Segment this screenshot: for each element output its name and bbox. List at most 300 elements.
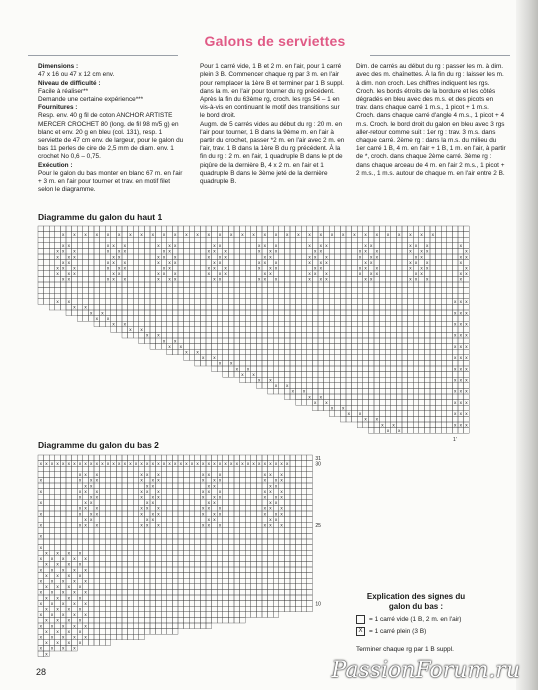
diagram-top-cell [44, 271, 50, 277]
diagram-bottom-cell [77, 601, 83, 607]
diagram-bottom-cell [178, 472, 184, 478]
diagram-top-cell [200, 327, 206, 333]
diagram-bottom-cell [268, 567, 274, 573]
diagram-bottom-stitch-mark: x [90, 512, 93, 518]
diagram-bottom-stitch-mark: x [213, 461, 216, 467]
diagram-top-cell [122, 254, 128, 260]
diagram-top-cell [290, 377, 296, 383]
diagram-top-cell [413, 304, 419, 310]
diagram-top-cell [156, 237, 162, 243]
diagram-top-cell [363, 327, 369, 333]
diagram-top-cell [200, 265, 206, 271]
diagram-top-cell [189, 338, 195, 344]
diagram-bottom-cell [284, 466, 290, 472]
diagram-top-cell [352, 260, 358, 266]
diagram-bottom-cell [55, 539, 61, 545]
diagram-top-stitch-mark: x [106, 249, 110, 255]
diagram-bottom-cell [212, 578, 218, 584]
diagram-bottom-cell [284, 494, 290, 500]
diagram-top-cell [368, 405, 374, 411]
diagram-bottom-cell [184, 505, 190, 511]
diagram-bottom-cell [72, 500, 78, 506]
diagram-top-stitch-mark: x [62, 260, 65, 266]
diagram-top-cell [447, 344, 453, 350]
diagram-top-cell [122, 293, 128, 299]
diagram-top-cell [184, 271, 190, 277]
diagram-top-cell [464, 338, 470, 344]
diagram-bottom-cell [200, 528, 206, 534]
diagram-top-cell [357, 243, 363, 249]
diagram-bottom-cell [116, 477, 122, 483]
diagram-bottom-cell [161, 623, 167, 629]
diagram-bottom-cell [228, 517, 234, 523]
diagram-top-stitch-mark: x [118, 266, 121, 272]
diagram-top-cell [318, 344, 324, 350]
diagram-bottom-cell [88, 489, 94, 495]
diagram-bottom-cell [161, 589, 167, 595]
diagram-bottom-cell [240, 472, 246, 478]
diagram-bottom-cell [245, 483, 251, 489]
diagram-top-cell [441, 383, 447, 389]
diagram-bottom-cell [206, 612, 212, 618]
diagram-top-cell [436, 299, 442, 305]
diagram-bottom-cell [189, 455, 195, 461]
diagram-bottom-cell [167, 561, 173, 567]
diagram-bottom-cell [284, 500, 290, 506]
diagram-top-cell [268, 282, 274, 288]
diagram-top-cell [374, 394, 380, 400]
diagram-bottom-cell [133, 505, 139, 511]
diagram-top-cell [441, 304, 447, 310]
diagram-top-cell [139, 332, 145, 338]
diagram-bottom-cell [44, 634, 50, 640]
diagram-top-cell [100, 260, 106, 266]
diagram-bottom-stitch-mark: x [73, 579, 76, 585]
legend-empty-label: = 1 carré vide (1 B, 2 m. en l'air) [369, 616, 462, 623]
diagram-top-cell [83, 299, 89, 305]
diagram-top-stitch-mark: x [224, 272, 227, 278]
diagram-top-cell [223, 338, 229, 344]
diagram-top-cell [301, 321, 307, 327]
diagram-top-cell [380, 338, 386, 344]
diagram-top-cell [329, 372, 335, 378]
diagram-bottom-cell [212, 533, 218, 539]
diagram-top-cell [324, 321, 330, 327]
diagram-bottom-cell [184, 489, 190, 495]
diagram-top-cell [200, 310, 206, 316]
diagram-bottom-cell [223, 505, 229, 511]
diagram-bottom-stitch-mark: x [39, 557, 42, 563]
diagram-top-stitch-mark: x [202, 356, 205, 362]
diagram-top-cell [44, 260, 50, 266]
diagram-bottom-cell [128, 522, 134, 528]
diagram-top-cell [223, 327, 229, 333]
diagram-bottom-cell [105, 550, 111, 556]
diagram-top-cell [357, 394, 363, 400]
diagram-top-cell [324, 232, 330, 238]
diagram-top-stitch-mark: x [112, 244, 115, 250]
diagram-top-cell [268, 316, 274, 322]
diagram-top-cell [391, 282, 397, 288]
diagram-top-cell [452, 405, 458, 411]
diagram-top-cell [268, 355, 274, 361]
diagram-top-cell [296, 321, 302, 327]
diagram-bottom-cell [128, 561, 134, 567]
diagram-bottom-cell [195, 573, 201, 579]
diagram-top-cell [251, 321, 257, 327]
diagram-bottom-stitch-mark: x [280, 523, 283, 529]
diagram-bottom-cell [184, 466, 190, 472]
diagram-bottom-cell [245, 522, 251, 528]
diagram-bottom-cell [228, 561, 234, 567]
diagram-top-cell [77, 282, 83, 288]
diagram-bottom-stitch-mark: x [78, 551, 82, 557]
diagram-top-stitch-mark: x [162, 255, 166, 261]
diagram-bottom-cell [77, 556, 83, 562]
diagram-bottom-cell [184, 612, 190, 618]
diagram-top-cell [419, 416, 425, 422]
diagram-bottom-cell [44, 505, 50, 511]
diagram-top-cell [346, 377, 352, 383]
diagram-top-cell [346, 248, 352, 254]
diagram-top-cell [447, 400, 453, 406]
diagram-top-cell [441, 400, 447, 406]
diagram-bottom-cell [38, 629, 44, 635]
diagram-bottom-cell [66, 556, 72, 562]
diagram-bottom-cell [184, 477, 190, 483]
instructions-text-2: Pour 1 carré vide, 1 B et 2 m. en l'air, pour 1 carré plein 3 B. Commencer chaque rg par 3 m. en l'air pour remplacer la 1ère B et terminer par 1 B suppl. dans la m. en l'air pour tourner du rg précédent. Après la fin du 63ème rg, croch. les rgs 54 – 1 en vis-à-vis en continuant le motif des transitions sur le bord droit. Augm. de 5 carrés vides au début du rg : 20 m. en l'air pour tourner, 1 B dans la 9ème m. en l'air à partir du crochet, passer *2 m. en l'air avec 2 m. en l'air, trav. 1 B dans la 1ère B du rg précédent. À la fin du rg : 2 m. en l'air, 1 quadruple B dans le pt de piqûre de la dernière B, 4 x 2 m. en l'air et 1 quadruple B dans le 3ème jeté de la dernière quadruple B. [200, 63, 345, 186]
diagram-bottom-cell [105, 522, 111, 528]
diagram-top-cell [329, 360, 335, 366]
diagram-bottom-cell [60, 466, 66, 472]
diagram-top-cell [436, 293, 442, 299]
diagram-top-cell [245, 271, 251, 277]
diagram-top-cell [419, 327, 425, 333]
diagram-top-cell [385, 288, 391, 294]
diagram-top-cell [312, 366, 318, 372]
diagram-top-cell [346, 254, 352, 260]
diagram-bottom-cell [44, 466, 50, 472]
diagram-top-cell [279, 304, 285, 310]
diagram-bottom-cell [290, 606, 296, 612]
diagram-top-cell [206, 282, 212, 288]
diagram-bottom-cell [167, 517, 173, 523]
diagram-top-cell [329, 316, 335, 322]
diagram-top-cell [396, 265, 402, 271]
diagram-top-cell [122, 232, 128, 238]
diagram-top-cell [385, 260, 391, 266]
diagram-top-stitch-mark: x [168, 277, 171, 283]
diagram-top-cell [408, 360, 414, 366]
diagram-bottom-cell [105, 466, 111, 472]
diagram-top-cell [346, 355, 352, 361]
diagram-top-cell [301, 360, 307, 366]
diagram-bottom-cell [206, 494, 212, 500]
diagram-bottom-stitch-mark: x [62, 579, 65, 585]
diagram-top-stitch-mark: x [370, 260, 373, 266]
diagram-top-cell [240, 321, 246, 327]
diagram-bottom-cell [296, 595, 302, 601]
diagram-bottom-cell [139, 595, 145, 601]
diagram-bottom-cell [150, 550, 156, 556]
diagram-top-cell [156, 282, 162, 288]
diagram-bottom-stitch-mark: x [39, 512, 42, 518]
diagram-top-cell [408, 310, 414, 316]
diagram-top-cell [301, 271, 307, 277]
diagram-top-cell [324, 265, 330, 271]
diagram-bottom-cell [290, 483, 296, 489]
diagram-bottom-stitch-mark: x [62, 590, 65, 596]
diagram-bottom-stitch-mark: x [129, 461, 132, 467]
diagram-bottom-cell [139, 612, 145, 618]
diagram-top-cell [380, 248, 386, 254]
diagram-bottom-cell [172, 578, 178, 584]
diagram-top-cell [279, 321, 285, 327]
diagram-top-cell [391, 232, 397, 238]
diagram-top-cell [368, 366, 374, 372]
diagram-top-cell [318, 332, 324, 338]
diagram-top-cell [436, 271, 442, 277]
diagram-bottom-cell [195, 556, 201, 562]
diagram-bottom-cell [189, 477, 195, 483]
diagram-top-cell [94, 299, 100, 305]
diagram-bottom-cell [290, 584, 296, 590]
diagram-top-cell [380, 394, 386, 400]
diagram-top-cell [363, 237, 369, 243]
diagram-bottom-cell [290, 595, 296, 601]
diagram-bottom-cell [72, 517, 78, 523]
diagram-top-cell [368, 400, 374, 406]
diagram-bottom-cell [55, 505, 61, 511]
diagram-bottom-cell [60, 545, 66, 551]
diagram-top-cell [436, 416, 442, 422]
diagram-top-cell [363, 321, 369, 327]
diagram-top-cell [195, 254, 201, 260]
diagram-bottom-cell [262, 517, 268, 523]
diagram-top-cell [189, 327, 195, 333]
diagram-top-cell [212, 360, 218, 366]
diagram-top-cell [340, 226, 346, 232]
diagram-bottom-cell [105, 539, 111, 545]
diagram-top-stitch-mark: x [319, 395, 322, 401]
diagram-top-stitch-mark: x [375, 249, 378, 255]
diagram-top-cell [88, 293, 94, 299]
diagram-bottom-stitch-mark: x [78, 629, 82, 635]
diagram-bottom-cell [122, 589, 128, 595]
diagram-top-cell [184, 310, 190, 316]
diagram-top-cell [296, 304, 302, 310]
diagram-bottom-cell [150, 533, 156, 539]
diagram-top-cell [100, 226, 106, 232]
diagram-top-cell [296, 254, 302, 260]
diagram-bottom-stitch-mark: x [151, 461, 154, 467]
diagram-top-cell [447, 237, 453, 243]
diagram-top-cell [284, 349, 290, 355]
diagram-bottom-cell [83, 466, 89, 472]
diagram-top-cell [49, 237, 55, 243]
diagram-top-cell [396, 248, 402, 254]
diagram-bottom-cell [94, 612, 100, 618]
diagram-top-cell [385, 416, 391, 422]
diagram-bottom-stitch-mark: x [140, 495, 143, 501]
diagram-bottom-cell [234, 489, 240, 495]
diagram-top-stitch-mark: x [465, 389, 468, 395]
diagram-bottom-cell [301, 528, 307, 534]
diagram-bottom-cell [105, 629, 111, 635]
diagram-top-cell [402, 299, 408, 305]
diagram-bottom-cell [122, 455, 128, 461]
diagram-top-cell [240, 327, 246, 333]
diagram-bottom-cell [195, 617, 201, 623]
diagram-top-cell [307, 344, 313, 350]
diagram-top-cell [335, 310, 341, 316]
diagram-top-cell [88, 243, 94, 249]
diagram-top-cell [150, 293, 156, 299]
diagram-bottom-cell [200, 589, 206, 595]
diagram-bottom-cell [228, 511, 234, 517]
page-number: 28 [36, 667, 47, 677]
diagram-top-cell [77, 232, 83, 238]
diagram-top-stitch-mark: x [213, 244, 216, 250]
diagram-top-cell [447, 411, 453, 417]
diagram-top-cell [441, 282, 447, 288]
diagram-top-stitch-mark: x [426, 249, 429, 255]
diagram-top-stitch-mark: x [426, 260, 429, 266]
diagram-top-cell [368, 299, 374, 305]
diagram-top-cell [452, 293, 458, 299]
diagram-top-stitch-mark: x [67, 244, 70, 250]
diagram-top-cell [464, 276, 470, 282]
diagram-top-cell [55, 282, 61, 288]
diagram-bottom-cell [144, 617, 150, 623]
diagram-top-cell [55, 293, 61, 299]
diagram-top-cell [217, 248, 223, 254]
diagram-top-stitch-mark: x [314, 272, 317, 278]
diagram-top-cell [396, 349, 402, 355]
diagram-top-cell [128, 226, 134, 232]
diagram-top-stitch-mark: x [157, 272, 160, 278]
diagram-top-cell [408, 377, 414, 383]
diagram-bottom-stitch-mark: x [84, 461, 87, 467]
diagram-top-cell [178, 316, 184, 322]
diagram-top-cell [301, 299, 307, 305]
diagram-bottom-cell [307, 578, 313, 584]
diagram-bottom-cell [77, 500, 83, 506]
diagram-top-cell [60, 282, 66, 288]
diagram-bottom-cell [273, 561, 279, 567]
diagram-bottom-cell [284, 489, 290, 495]
diagram-top-cell [284, 316, 290, 322]
diagram-top-cell [206, 293, 212, 299]
diagram-top-cell [284, 332, 290, 338]
diagram-bottom-cell [100, 505, 106, 511]
diagram-bottom-cell [44, 533, 50, 539]
diagram-top-cell [290, 372, 296, 378]
diagram-top-cell [178, 232, 184, 238]
diagram-top-cell [447, 377, 453, 383]
diagram-bottom-cell [301, 461, 307, 467]
diagram-bottom-cell [284, 477, 290, 483]
diagram-bottom-cell [284, 539, 290, 545]
diagram-top-cell [240, 338, 246, 344]
diagram-bottom-stitch-mark: x [213, 478, 216, 484]
diagram-top-cell [312, 288, 318, 294]
diagram-bottom-cell [262, 578, 268, 584]
diagram-top-cell [273, 327, 279, 333]
diagram-bottom-cell [44, 500, 50, 506]
diagram-bottom-cell [189, 567, 195, 573]
diagram-top-cell [296, 260, 302, 266]
diagram-top-cell [262, 344, 268, 350]
diagram-top-cell [318, 349, 324, 355]
diagram-top-cell [312, 310, 318, 316]
diagram-bottom-cell [279, 528, 285, 534]
diagram-top-stitch-mark: x [431, 232, 434, 238]
diagram-bottom-stitch-mark: x [157, 473, 160, 479]
diagram-top-cell [77, 226, 83, 232]
diagram-bottom-cell [245, 595, 251, 601]
diagram-bottom-cell [284, 505, 290, 511]
diagram-bottom-cell [139, 556, 145, 562]
diagram-top-cell [430, 360, 436, 366]
diagram-bottom-cell [195, 595, 201, 601]
diagram-top-cell [133, 254, 139, 260]
diagram-bottom-cell [49, 494, 55, 500]
diagram-bottom-stitch-mark: x [45, 652, 48, 658]
diagram-bottom-cell [301, 578, 307, 584]
diagram-top-cell [88, 276, 94, 282]
diagram-bottom-cell [122, 584, 128, 590]
diagram-top-cell [223, 355, 229, 361]
diagram-top-cell [424, 411, 430, 417]
diagram-top-cell [144, 260, 150, 266]
diagram-top-cell [200, 344, 206, 350]
diagram-bottom-cell [223, 561, 229, 567]
diagram-top-cell [284, 372, 290, 378]
diagram-bottom-cell [144, 466, 150, 472]
diagram-bottom-cell [189, 550, 195, 556]
diagram-bottom-cell [206, 533, 212, 539]
diagram-top-cell [335, 299, 341, 305]
diagram-top-cell [234, 282, 240, 288]
diagram-bottom-cell [217, 606, 223, 612]
diagram-top-cell [458, 394, 464, 400]
diagram-top-cell [172, 344, 178, 350]
diagram-top-cell [44, 254, 50, 260]
diagram-top-cell [273, 355, 279, 361]
diagram-top-cell [38, 293, 44, 299]
diagram-top-stitch-mark: x [409, 266, 412, 272]
diagram-bottom-cell [100, 567, 106, 573]
diagram-top-stitch-mark: x [157, 333, 160, 339]
diagram-top-cell [329, 248, 335, 254]
diagram-top-cell [447, 428, 453, 434]
diagram-top-cell [116, 260, 122, 266]
diagram-top-cell [38, 288, 44, 294]
diagram-bottom-cell [139, 634, 145, 640]
diagram-top-stitch-mark: x [465, 378, 468, 384]
diagram-bottom-cell [72, 533, 78, 539]
diagram-top-cell [363, 360, 369, 366]
diagram-bottom-cell [150, 505, 156, 511]
diagram-top-cell [335, 316, 341, 322]
diagram-top-stitch-mark: x [465, 412, 468, 418]
diagram-bottom-cell [128, 584, 134, 590]
diagram-top-cell [256, 355, 262, 361]
diagram-top-cell [105, 293, 111, 299]
diagram-bottom-cell [150, 522, 156, 528]
diagram-top-cell [72, 282, 78, 288]
